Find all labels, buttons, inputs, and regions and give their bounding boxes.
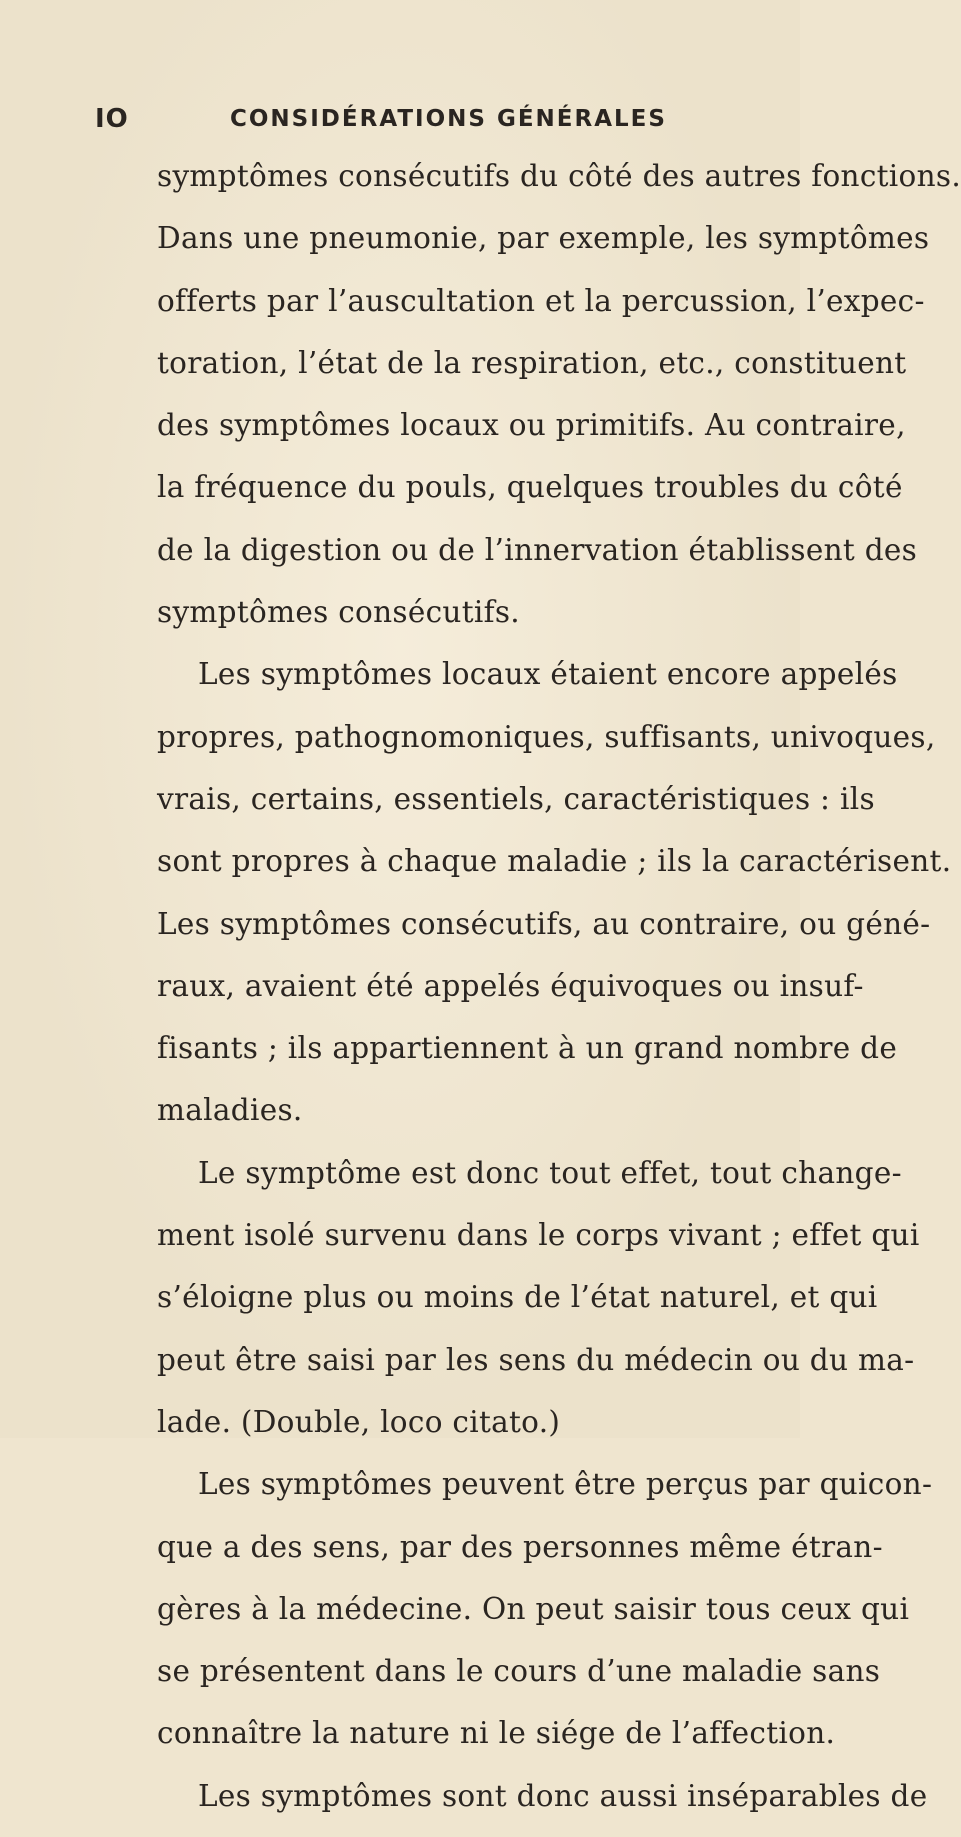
text-line: que a des sens, par des personnes même étran-	[157, 1529, 883, 1564]
body-text	[157, 155, 961, 1837]
text-line: fisants ; ils appartiennent à un grand nombre de	[157, 1031, 898, 1066]
text-line: Dans une pneumonie, par exemple, les symptômes	[157, 221, 930, 256]
text-line: Les symptômes locaux étaient encore appelés	[198, 657, 898, 692]
text-line: gères à la médecine. On peut saisir tous ceux qui	[157, 1591, 910, 1626]
text-line: de la digestion ou de l’innervation établissent des	[157, 532, 918, 567]
text-line: ment isolé survenu dans le corps vivant ; effet qui	[157, 1218, 920, 1253]
text-line: toration, l’état de la respiration, etc., constituent	[157, 345, 907, 380]
text-line: raux, avaient été appelés équivoques ou insuf-	[157, 968, 864, 1003]
text-line: Les symptômes peuvent être perçus par quicon-	[198, 1467, 933, 1502]
text-line: s’éloigne plus ou moins de l’état naturel, et qui	[157, 1280, 878, 1315]
text-line: peut être saisi par les sens du médecin ou du ma-	[157, 1342, 915, 1377]
text-line: connaître la nature ni le siége de l’affection.	[157, 1716, 836, 1751]
text-line: Le symptôme est donc tout effet, tout change-	[198, 1155, 902, 1190]
running-head: CONSIDÉRATIONS GÉNÉRALES	[230, 106, 667, 132]
text-line: des symptômes locaux ou primitifs. Au contraire,	[157, 408, 906, 443]
page-number: IO	[95, 104, 129, 134]
text-line: propres, pathognomoniques, suffisants, univoques,	[157, 719, 936, 754]
text-line: symptômes consécutifs du côté des autres fonctions.	[157, 159, 961, 193]
text-line: la fréquence du pouls, quelques troubles du côté	[157, 470, 903, 505]
text-line: symptômes consécutifs.	[157, 595, 520, 630]
page-header	[95, 104, 715, 144]
text-line: offerts par l’auscultation et la percussion, l’expec-	[157, 283, 925, 318]
text-line: maladies.	[157, 1093, 303, 1128]
text-line: lade. (Double, loco citato.)	[157, 1404, 561, 1439]
text-line: sont propres à chaque maladie ; ils la caractérisent.	[157, 844, 952, 879]
text-line: Les symptômes sont donc aussi inséparables de	[198, 1778, 928, 1813]
text-line: se présentent dans le cours d’une maladie sans	[157, 1654, 881, 1689]
text-line: Les symptômes consécutifs, au contraire, ou géné-	[157, 906, 931, 941]
text-line: vrais, certains, essentiels, caractéristiques : ils	[157, 781, 875, 816]
